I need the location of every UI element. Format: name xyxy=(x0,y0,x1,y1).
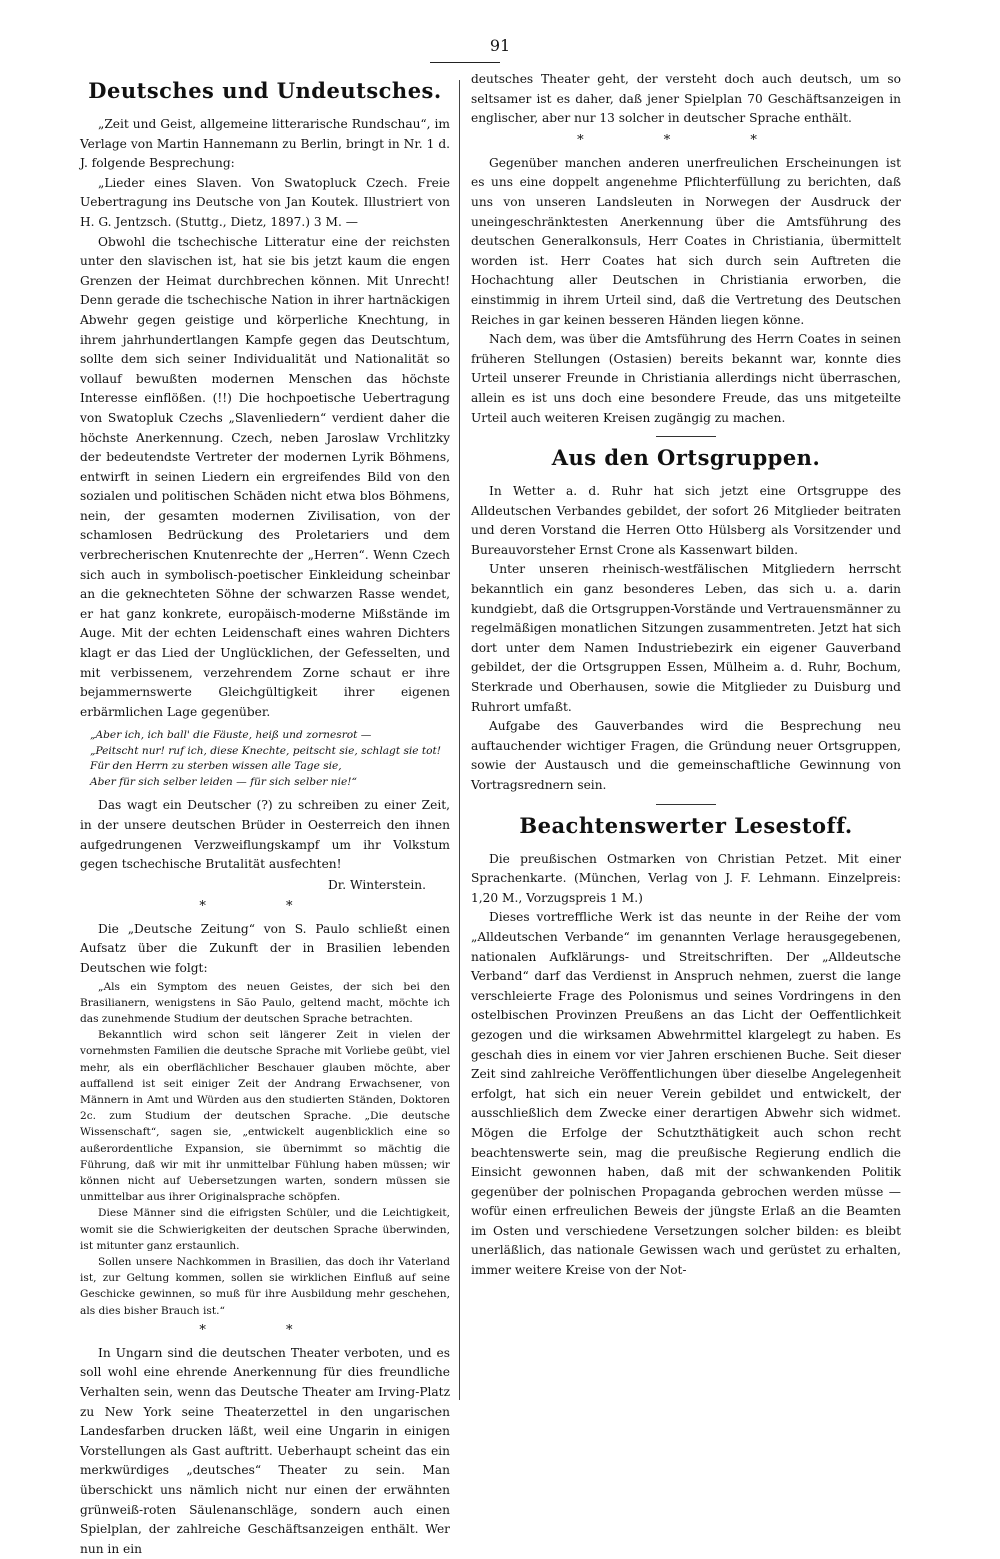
quote-paragraph: „Als ein Symptom des neuen Geistes, der sich bei den Brasilianern, wenigstens in São Paulo, geltend macht, möchte ich das zunehmende Studium der deutschen Sprache betrachten. xyxy=(80,980,450,1025)
book-reference: Die preußischen Ostmarken von Christian Petzet. Mit einer Sprachenkarte. (München, Verlag von J. F. Lehmann. Einzelpreis: 1,20 M., Vorzugspreis 1 M.) xyxy=(471,851,901,905)
paragraph: Die „Deutsche Zeitung“ von S. Paulo schließt einen Aufsatz über die Zukunft der in Brasilien lebenden Deutschen wie folgt: xyxy=(80,921,450,975)
paragraph: „Zeit und Geist, allgemeine litterarische Rundschau“, im Verlage von Martin Hannemann zu Berlin, bringt in Nr. 1 d. J. folgende Besprechung: xyxy=(80,117,450,171)
right-column xyxy=(471,70,901,1281)
section-divider xyxy=(656,804,716,805)
header-rule xyxy=(430,62,500,63)
poem-line: Für den Herrn zu sterben wissen alle Tage sie, xyxy=(90,760,342,773)
paragraph: deutsches Theater geht, der versteht doch auch deutsch, um so seltsamer ist es daher, daß jener Spielplan 70 Geschäftsanzeigen in englischer, aber nur 13 solcher in deutscher Sprache enthält. xyxy=(471,72,901,126)
page-number: 91 xyxy=(489,36,511,55)
paragraph: Das wagt ein Deutscher (?) zu schreiben zu einer Zeit, in der unsere deutschen Brüder in Oesterreich den ihnen aufgedrungenen Verzweiflungskampf um ihr Volkstum gegen tschechische Brutalität ausfechten! xyxy=(80,798,450,872)
section-heading: Deutsches und Undeutsches. xyxy=(88,78,442,103)
section-divider xyxy=(656,436,716,437)
quote-paragraph: Sollen unsere Nachkommen in Brasilien, das doch ihr Vaterland ist, zur Geltung kommen, sollen sie wirklichen Einfluß auf seine Geschicke gewinnen, so muß für ihre Ausbildung mehr geschehen, als dies bisher Brauch ist.“ xyxy=(80,1256,450,1317)
paragraph: Unter unseren rheinisch-westfälischen Mitgliedern herrscht bekanntlich ein ganz besonderes Leben, das sich u. a. darin kundgiebt, daß die Ortsgruppen-Vorstände und Vertrauensmänner zu regelmäßigen monatlichen Sitzungen zusammentreten. Jetzt hat sich dort unter dem Namen Industriebezirk ein eigener Gauverband gebildet, der die Ortsgruppen Essen, Mülheim a. d. Ruhr, Bochum, Sterkrade und Oberhausen, sowie die Mitglieder zu Duisburg und Ruhrort umfaßt. xyxy=(471,562,901,714)
author-signature: Dr. Winterstein. xyxy=(328,877,426,892)
paragraph: Gegenüber manchen anderen unerfreulichen Erscheinungen ist es uns eine doppelt angenehme Pflichterfüllung zu berichten, daß uns von unseren Landsleuten in Norwegen der Ausdruck der uneingeschränktesten Anerkennung über die Amtsführung des deutschen Generalkonsuls, Herr Coates in Christiania, übermittelt worden ist. Herr Coates hat sich durch sein Auftreten die Hochachtung aller Deutschen in Christiania erworben, die einstimmig in ihrem Urteil sind, daß die Vertretung des Deutschen Reiches in gar keinen besseren Händen liegen könne. xyxy=(471,155,901,327)
section-separator-stars: * * * xyxy=(577,132,795,148)
paragraph: Dieses vortreffliche Werk ist das neunte in der Reihe der vom „Alldeutschen Verbande“ im genannten Verlage herausgegebenen, nationalen Aufklärungs- und Streitschriften. Der „Alldeutsche Verband“ darf das Verdienst in Anspruch nehmen, zuerst die lange verschleierte Frage des Polonismus und seines Vordringens in den ostelbischen Provinzen Preußens an das Licht der Oeffentlichkeit gezogen und die wirksamen Abwehrmittel klargelegt zu haben. Es geschah dies in einem vor vier Jahren erschienen Buche. Seit dieser Zeit sind zahlreiche Veröffentlichungen über dieselbe Angelegenheit erfolgt, hat sich ein neuer Verein gebildet und entwickelt, der ausschließlich dem Zwecke einer derartigen Abwehr sich widmet. Mögen die Erfolge der Schutzthätigkeit auch schon recht beachtenswerte sein, mag die preußische Regierung endlich die Einsicht gewonnen haben, daß mit der schwankenden Politik gegenüber der polnischen Propaganda gebrochen werden müsse — wofür einen erfreulichen Beweis der jüngste Erlaß an die Beamten im Osten und verschiedene Versetzungen solcher bilden: es bleibt unerläßlich, das nationale Gewissen wach und gerüstet zu erhalten, immer weitere Kreise von der Not- xyxy=(471,910,901,1278)
paragraph: Obwohl die tschechische Litteratur eine der reichsten unter den slavischen ist, hat sie bis jetzt kaum die engen Grenzen der Heimat durchbrechen können. Mit Unrecht! Denn gerade die tschechische Nation in ihrer hartnäckigen Abwehr gegen geistige und körperliche Knechtung, in ihrem jahrhundertlangen Kampfe gegen das Deutschtum, sollte dem sich seiner Individualität und Nationalität so vollauf bewußten modernen Menschen das höchste Interesse einflößen. (!!) Die hochpoetische Uebertragung von Swatopluk Czechs „Slavenliedern“ verdient daher die höchste Anerkennung. Czech, neben Jaroslaw Vrchlitzky der bedeutendste Vertreter der modernen Lyrik Böhmens, entwirft in seinen Liedern ein ergreifendes Bild von den sozialen und politischen Schäden nicht etwa blos Böhmens, nein, der gesamten modernen Zivilisation, von der schamlosen Bedrückung des Proletariers und dem verbrecherischen Knutenrechte der „Herren“. Wenn Czech sich auch in symbolisch-poetischer Einkleidung scheinbar an die geknechteten Söhne der schwarzen Rasse wendet, er hat ganz konkrete, europäisch-moderne Mißstände im Auge. Mit der echten Leidenschaft eines wahren Dichters klagt er das Lied der Unglücklichen, der Gefesselten, und mit verbissenem, verzehrendem Zorne schaut er ihre bejammernswerte Gleichgültigkeit ihrer eigenen erbärmlichen Lage gegenüber. xyxy=(80,234,450,719)
paragraph: In Wetter a. d. Ruhr hat sich jetzt eine Ortsgruppe des Alldeutschen Verbandes gebildet, der sofort 26 Mitglieder beitraten und deren Vorstand die Herren Otto Hülsberg als Vorsitzender und Bureauvorsteher Ernst Crone als Kassenwart bilden. xyxy=(471,484,901,557)
poem-line: „Peitscht nur! ruf ich, diese Knechte, peitscht sie, schlagt sie tot! xyxy=(90,744,442,757)
left-column xyxy=(80,70,450,1559)
section-heading: Aus den Ortsgruppen. xyxy=(551,445,821,471)
section-separator-stars: * * xyxy=(199,898,331,914)
column-divider xyxy=(459,80,460,1400)
poem-quote xyxy=(90,728,450,790)
paragraph: Nach dem, was über die Amtsführung des Herrn Coates in seinen früheren Stellungen (Ostasien) bereits bekannt war, konnte dies Urteil unserer Freunde in Christiania allerdings nicht überraschen, allein es ist uns doch eine besondere Freude, das uns mitgeteilte Urteil auch weiteren Kreisen zugängig zu machen. xyxy=(471,332,901,425)
section-heading: Beachtenswerter Lesestoff. xyxy=(519,812,853,838)
quote-paragraph: Bekanntlich wird schon seit längerer Zeit in vielen der vornehmsten Familien die deutsche Sprache mit Vorliebe geübt, viel mehr, als ein oberflächlicher Beschauer glauben möchte, aber auffallend ist seit einiger Zeit der Andrang Erwachsener, von Männern in Amt und Würden aus den studierten Ständen, Doktoren 2c. zum Studium der deutschen Sprache. „Die deutsche Wissenschaft“, sagen sie, „entwickelt augenblicklich eine so außerordentliche Expansion, sie übernimmt so mächtig die Führung, daß wir mit ihr unmittelbar Fühlung haben müssen; wir können nicht auf Uebersetzungen warten, sondern müssen sie unmittelbar aus ihrer Originalsprache schöpfen. xyxy=(80,1029,450,1204)
quote-paragraph: Diese Männer sind die eifrigsten Schüler, und die Leichtigkeit, womit sie die Schwierigkeiten der deutschen Sprache überwinden, ist mitunter ganz erstaunlich. xyxy=(80,1207,450,1252)
poem-line: „Aber ich, ich ball' die Fäuste, heiß und zornesrot — xyxy=(90,729,372,742)
section-separator-stars: * * xyxy=(199,1322,331,1338)
poem-line: Aber für sich selber leiden — für sich selber nie!“ xyxy=(90,775,357,788)
paragraph: Aufgabe des Gauverbandes wird die Besprechung neu auftauchender wichtiger Fragen, die Gründung neuer Ortsgruppen, sowie der Austausch und die gemeinschaftliche Gewinnung von Vortragsrednern sein. xyxy=(471,719,901,792)
paragraph: In Ungarn sind die deutschen Theater verboten, und es soll wohl eine ehrende Anerkennung für dies freundliche Verhalten sein, wenn das Deutsche Theater am Irving-Platz zu New York seine Theaterzettel in den ungarischen Landesfarben drucken läßt, weil eine Ungarin in einigen Vorstellungen als Gast auftritt. Ueberhaupt scheint das ein merkwürdiges „deutsches“ Theater zu sein. Man überschickt uns nämlich nicht nur einen der erwähnten grünweiß-roten Säulenanschläge, sondern auch einen Spielplan, der zahlreiche Geschäftsanzeigen enthält. Wer nun in ein xyxy=(80,1345,450,1556)
paragraph: „Lieder eines Slaven. Von Swatopluck Czech. Freie Uebertragung ins Deutsche von Jan Koutek. Illustriert von H. G. Jentzsch. (Stuttg., Dietz, 1897.) 3 M. — xyxy=(80,175,450,229)
